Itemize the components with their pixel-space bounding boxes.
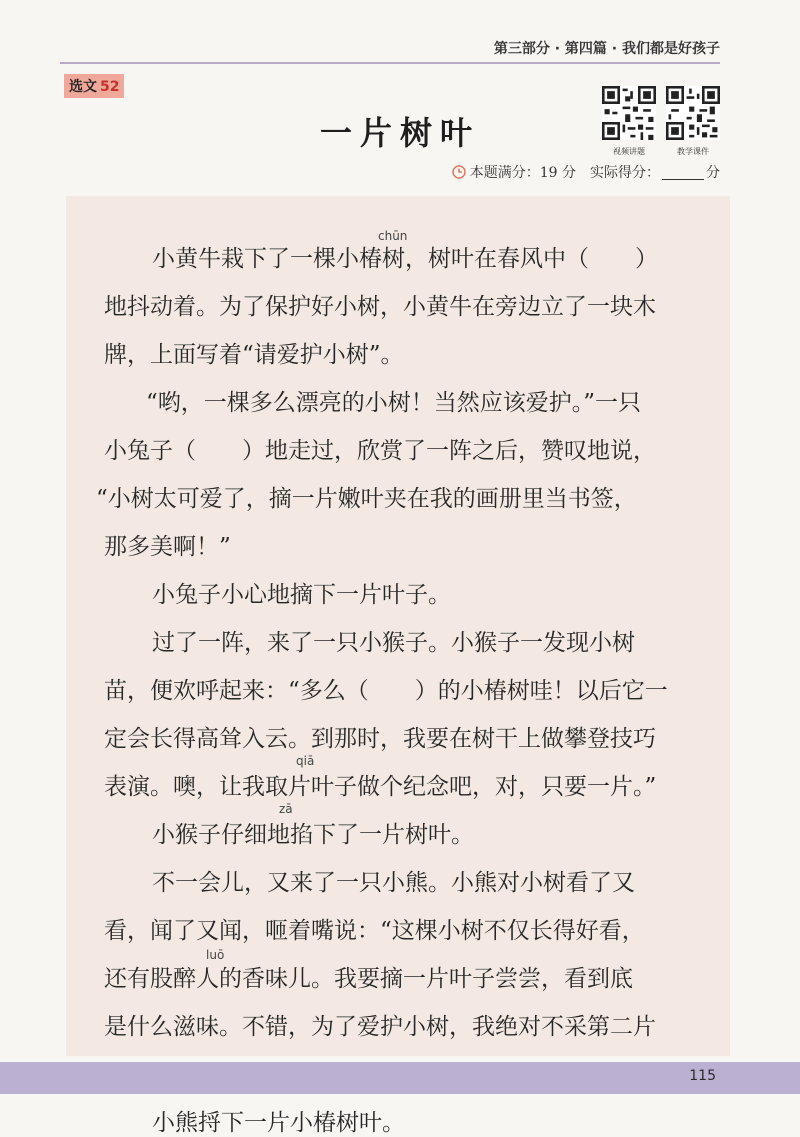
full-score-value: 19 分 (539, 165, 576, 181)
passage-number: 52 (100, 79, 120, 95)
score-unit: 分 (706, 165, 720, 181)
passage-line: 小兔子（ ）地走过，欣赏了一阵之后，赞叹地说， (104, 438, 656, 464)
passage-line: 不一会儿，又来了一只小熊。小熊对小树看了又 (152, 870, 635, 896)
pinyin-qia: qiā (296, 754, 315, 768)
passage-line: 小熊捋下一片小椿树叶。 (152, 1110, 405, 1136)
actual-score-blank[interactable] (662, 165, 704, 180)
clock-icon (452, 165, 466, 179)
passage-line: 地抖动着。为了保护好小树，小黄牛在旁边立了一块木 (104, 294, 656, 320)
passage-line: 过了一阵，来了一只小猴子。小猴子一发现小树 (152, 630, 635, 656)
qr-video-caption: 视频讲题 (613, 147, 645, 156)
passage-line: 表演。噢，让我取片叶子做个纪念吧，对，只要一片。” (104, 774, 657, 800)
pinyin-luo: luō (206, 948, 225, 962)
qr-code-icon (602, 86, 656, 140)
passage-line: 是什么滋味。不错，为了爱护小树，我绝对不采第二片 (104, 1014, 656, 1040)
page-title: 一片树叶 (319, 114, 480, 152)
score-line (452, 162, 720, 182)
passage-line: 小黄牛栽下了一棵小椿树，树叶在春风中（ ） (152, 246, 658, 272)
qr-code-icon (666, 86, 720, 140)
section-breadcrumb: 第三部分 · 第四篇 · 我们都是好孩子 (493, 41, 720, 57)
passage-label (64, 74, 124, 98)
actual-score-label: 实际得分： (590, 165, 660, 181)
header-divider (60, 62, 720, 64)
qr-courseware[interactable] (664, 86, 722, 157)
passage-line: 小兔子小心地摘下一片叶子。 (152, 582, 451, 608)
passage-line: 苗，便欢呼起来：“多么（ ）的小椿树哇！以后它一 (104, 678, 668, 704)
pinyin-chun: chūn (378, 229, 408, 243)
passage-line: 定会长得高耸入云。到那时，我要在树干上做攀登技巧 (104, 726, 656, 752)
passage-label-prefix: 选文 (69, 79, 97, 95)
passage-line: 牌，上面写着“请爱护小树”。 (104, 342, 404, 368)
passage-line: “小树太可爱了，摘一片嫩叶夹在我的画册里当书签， (96, 486, 637, 512)
passage-line: 看，闻了又闻，咂着嘴说：“这棵小树不仅长得好看， (104, 918, 645, 944)
qr-courseware-caption: 教学课件 (677, 147, 709, 156)
passage-line: “哟，一棵多么漂亮的小树！当然应该爱护。”一只 (146, 390, 642, 416)
footer-band (0, 1062, 800, 1094)
full-score-label: 本题满分： (469, 165, 540, 181)
pinyin-za: zā (279, 802, 293, 816)
passage-line: 那多美啊！” (104, 534, 231, 560)
passage-line: 小猴子仔细地掐下了一片树叶。 (152, 822, 474, 848)
qr-video[interactable] (600, 86, 658, 157)
page-number: 115 (689, 1068, 716, 1084)
passage-line: 还有股醉人的香味儿。我要摘一片叶子尝尝，看到底 (104, 966, 633, 992)
